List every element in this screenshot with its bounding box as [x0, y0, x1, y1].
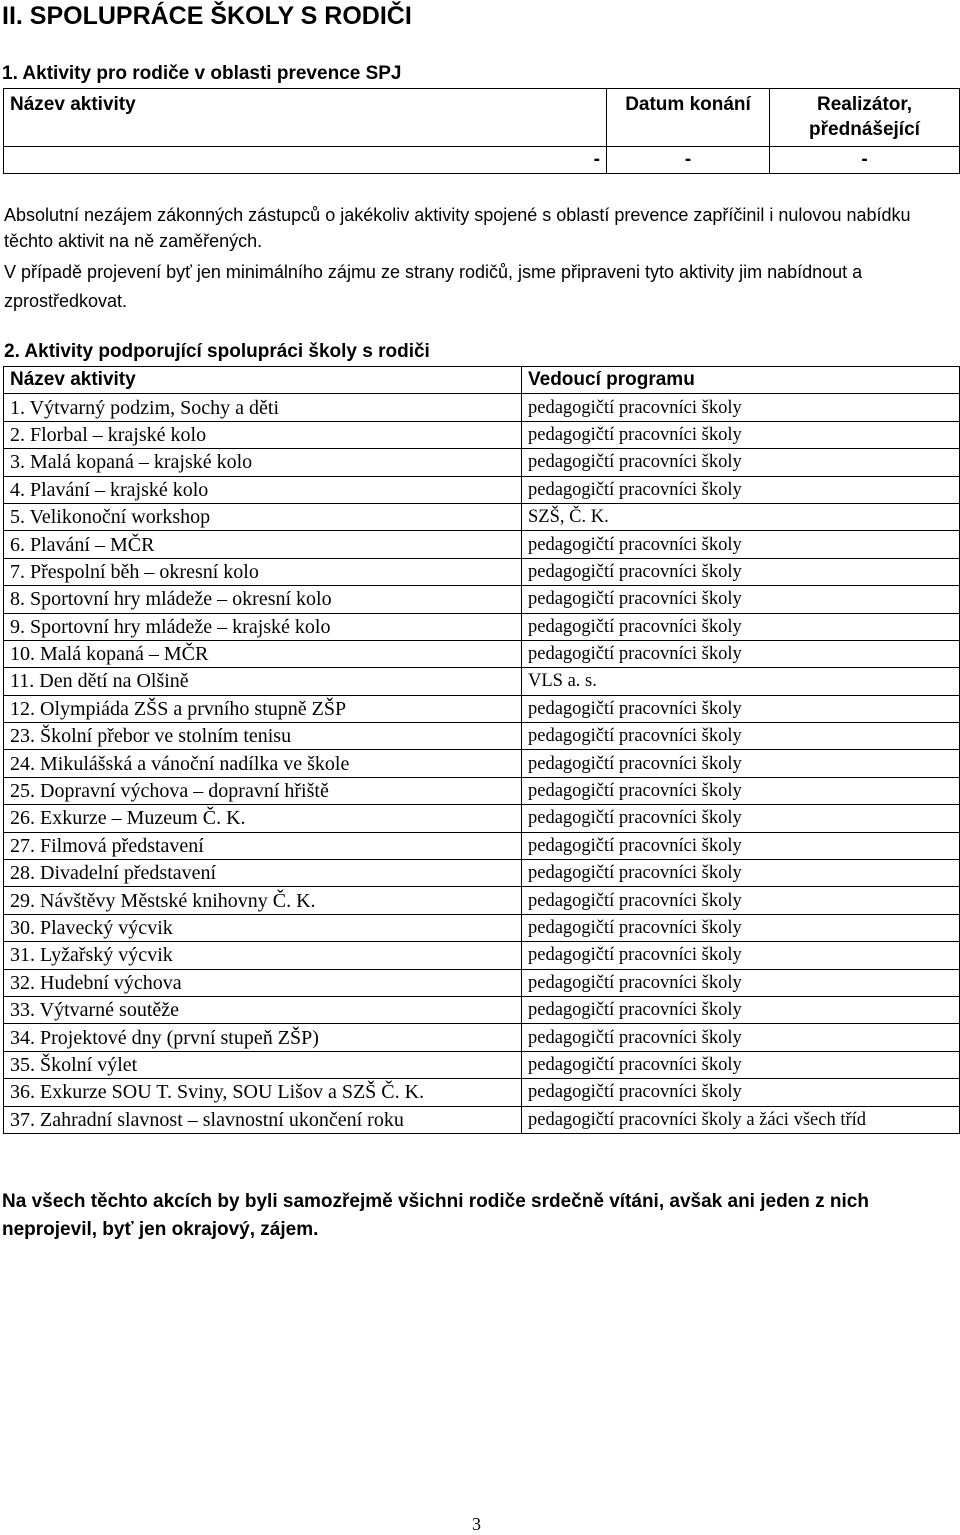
table-row: [4, 558, 960, 585]
cell-leader: pedagogičtí pracovníci školy: [522, 996, 960, 1023]
column-header-date: Datum konání: [607, 89, 770, 147]
table-row: [4, 1024, 960, 1051]
cell-activity: 6. Plavání – MČR: [4, 531, 522, 558]
cell-leader: pedagogičtí pracovníci školy: [522, 1079, 960, 1106]
cell-leader: pedagogičtí pracovníci školy: [522, 832, 960, 859]
table-header-row: [4, 367, 960, 394]
table-row: [4, 695, 960, 722]
table-header-row: [4, 89, 960, 147]
table-row: [4, 449, 960, 476]
cell-activity: 10. Malá kopaná – MČR: [4, 640, 522, 667]
table-row: [4, 147, 960, 174]
cell-activity: 31. Lyžařský výcvik: [4, 942, 522, 969]
table-row: [4, 613, 960, 640]
cell-leader: pedagogičtí pracovníci školy: [522, 640, 960, 667]
cell-leader: pedagogičtí pracovníci školy: [522, 586, 960, 613]
table-row: [4, 503, 960, 530]
cell-leader: pedagogičtí pracovníci školy: [522, 394, 960, 421]
cell-activity: 30. Plavecký výcvik: [4, 914, 522, 941]
section1-heading: 1. Aktivity pro rodiče v oblasti prevence SPJ: [2, 63, 402, 84]
column-header-leader: Vedoucí programu: [522, 367, 960, 394]
cell-leader: pedagogičtí pracovníci školy: [522, 887, 960, 914]
cell-activity: 32. Hudební výchova: [4, 969, 522, 996]
cell-activity: -: [4, 147, 607, 174]
cell-leader: pedagogičtí pracovníci školy: [522, 914, 960, 941]
cell-activity: 9. Sportovní hry mládeže – krajské kolo: [4, 613, 522, 640]
cell-leader: pedagogičtí pracovníci školy: [522, 750, 960, 777]
cell-leader: pedagogičtí pracovníci školy: [522, 695, 960, 722]
column-header-activity: Název aktivity: [4, 367, 522, 394]
table-row: [4, 421, 960, 448]
cell-activity: 29. Návštěvy Městské knihovny Č. K.: [4, 887, 522, 914]
table-row: [4, 1106, 960, 1133]
table-row: [4, 640, 960, 667]
cell-activity: 2. Florbal – krajské kolo: [4, 421, 522, 448]
cell-leader: pedagogičtí pracovníci školy: [522, 421, 960, 448]
table-row: [4, 805, 960, 832]
cell-leader: pedagogičtí pracovníci školy: [522, 805, 960, 832]
cell-organizer: -: [770, 147, 960, 174]
cell-activity: 8. Sportovní hry mládeže – okresní kolo: [4, 586, 522, 613]
cell-activity: 11. Den dětí na Olšině: [4, 668, 522, 695]
table-row: [4, 1079, 960, 1106]
cell-activity: 3. Malá kopaná – krajské kolo: [4, 449, 522, 476]
cell-date: -: [607, 147, 770, 174]
cell-activity: 34. Projektové dny (první stupeň ZŠP): [4, 1024, 522, 1051]
cell-leader: pedagogičtí pracovníci školy: [522, 969, 960, 996]
column-header-organizer: Realizátor, přednášející: [770, 89, 960, 147]
cell-leader: pedagogičtí pracovníci školy: [522, 449, 960, 476]
section2-heading: 2. Aktivity podporující spolupráci školy s rodiči: [4, 341, 430, 362]
table-row: [4, 942, 960, 969]
table-row: [4, 860, 960, 887]
cell-leader: pedagogičtí pracovníci školy: [522, 531, 960, 558]
parent-cooperation-table: [3, 366, 960, 1134]
table-row: [4, 668, 960, 695]
table-row: [4, 476, 960, 503]
prevention-activities-table: [3, 88, 960, 174]
table-row: [4, 887, 960, 914]
table-row: [4, 969, 960, 996]
cell-activity: 24. Mikulášská a vánoční nadílka ve škole: [4, 750, 522, 777]
page-number: 3: [472, 1514, 481, 1534]
cell-activity: 35. Školní výlet: [4, 1051, 522, 1078]
cell-leader: pedagogičtí pracovníci školy a žáci všech tříd: [522, 1106, 960, 1133]
cell-activity: 23. Školní přebor ve stolním tenisu: [4, 723, 522, 750]
cell-leader: pedagogičtí pracovníci školy: [522, 558, 960, 585]
table-row: [4, 1051, 960, 1078]
table-row: [4, 531, 960, 558]
cell-activity: 25. Dopravní výchova – dopravní hřiště: [4, 777, 522, 804]
cell-activity: 12. Olympiáda ZŠS a prvního stupně ZŠP: [4, 695, 522, 722]
table-row: [4, 723, 960, 750]
cell-activity: 28. Divadelní představení: [4, 860, 522, 887]
table-row: [4, 996, 960, 1023]
cell-leader: pedagogičtí pracovníci školy: [522, 1051, 960, 1078]
cell-leader: pedagogičtí pracovníci školy: [522, 613, 960, 640]
cell-activity: 7. Přespolní běh – okresní kolo: [4, 558, 522, 585]
cell-activity: 27. Filmová představení: [4, 832, 522, 859]
section1-paragraph-1: Absolutní nezájem zákonných zástupců o jakékoliv aktivity spojené s oblastí prevence zapříčinil i nulovou nabídku těchto aktivit na ně zaměřených.: [4, 205, 911, 251]
cell-leader: VLS a. s.: [522, 668, 960, 695]
cell-leader: pedagogičtí pracovníci školy: [522, 1024, 960, 1051]
table-row: [4, 777, 960, 804]
cell-leader: SZŠ, Č. K.: [522, 503, 960, 530]
cell-leader: pedagogičtí pracovníci školy: [522, 942, 960, 969]
cell-activity: 1. Výtvarný podzim, Sochy a děti: [4, 394, 522, 421]
cell-leader: pedagogičtí pracovníci školy: [522, 476, 960, 503]
cell-activity: 36. Exkurze SOU T. Sviny, SOU Lišov a SZŠ Č. K.: [4, 1079, 522, 1106]
table-row: [4, 832, 960, 859]
cell-activity: 33. Výtvarné soutěže: [4, 996, 522, 1023]
page-title: II. SPOLUPRÁCE ŠKOLY S RODIČI: [2, 2, 412, 30]
cell-leader: pedagogičtí pracovníci školy: [522, 860, 960, 887]
cell-activity: 5. Velikonoční workshop: [4, 503, 522, 530]
table-row: [4, 914, 960, 941]
cell-activity: 26. Exkurze – Muzeum Č. K.: [4, 805, 522, 832]
column-header-activity: Název aktivity: [4, 89, 607, 147]
cell-activity: 37. Zahradní slavnost – slavnostní ukončení roku: [4, 1106, 522, 1133]
table-row: [4, 750, 960, 777]
cell-activity: 4. Plavání – krajské kolo: [4, 476, 522, 503]
closing-text: Na všech těchto akcích by byli samozřejmě všichni rodiče srdečně vítáni, avšak ani jeden z nich neprojevil, byť jen okrajový, zájem.: [2, 1191, 869, 1240]
cell-leader: pedagogičtí pracovníci školy: [522, 723, 960, 750]
table-row: [4, 586, 960, 613]
section1-paragraph-2: V případě projevení byť jen minimálního zájmu ze strany rodičů, jsme připraveni tyto aktivity jim nabídnout a zprostředkovat.: [4, 262, 863, 311]
cell-leader: pedagogičtí pracovníci školy: [522, 777, 960, 804]
table-row: [4, 394, 960, 421]
